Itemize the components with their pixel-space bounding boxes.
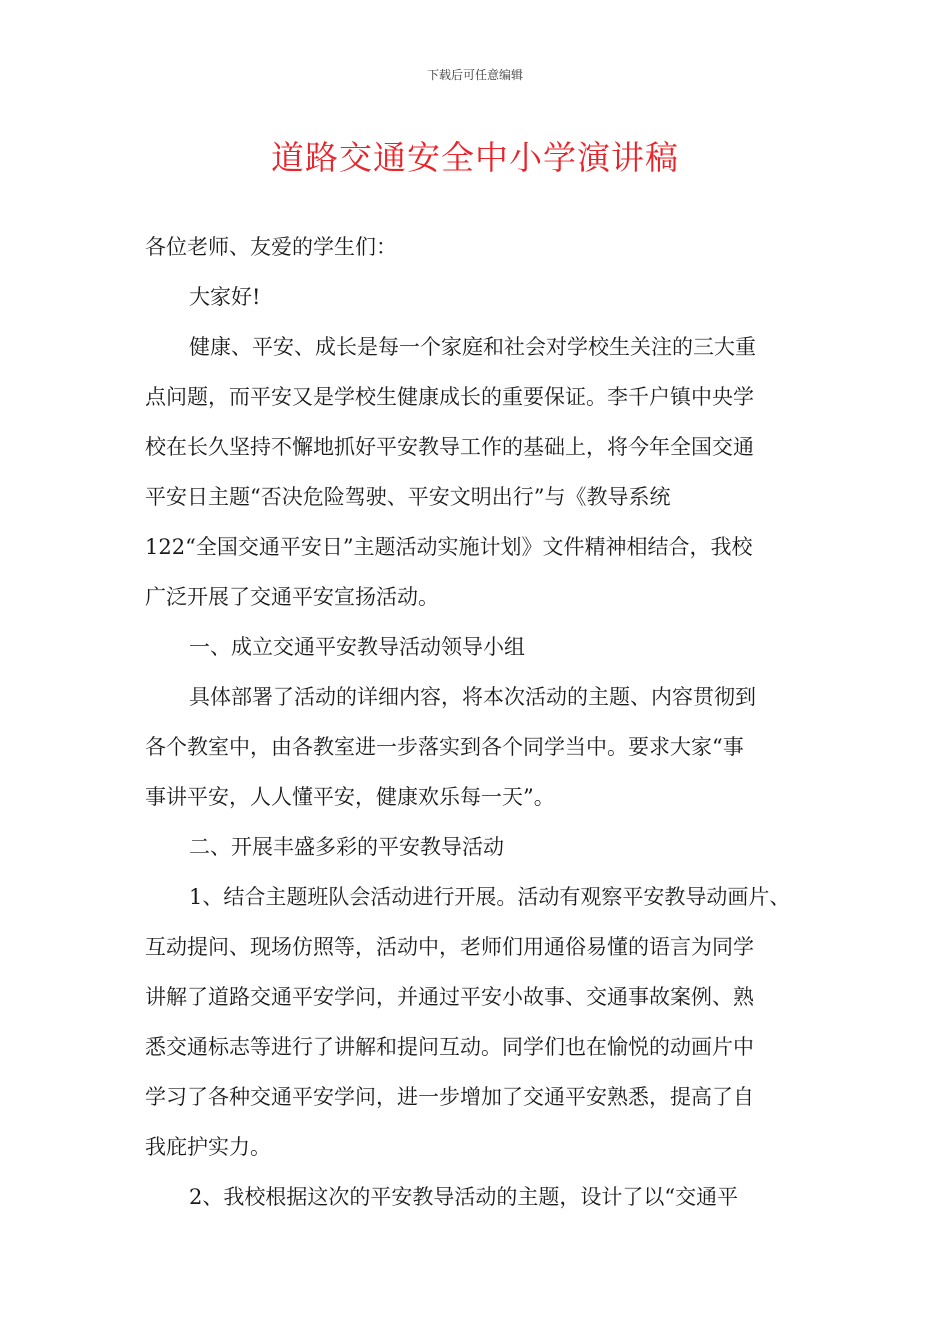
text-line: 122“全国交通平安日”主题活动实施计划》文件精神相结合，我校 <box>145 535 753 559</box>
text-line: 校在长久坚持不懈地抓好平安教导工作的基础上，将今年全国交通 <box>145 435 754 459</box>
text-line: 事讲平安，人人懂平安，健康欢乐每一天”。 <box>145 785 555 809</box>
text-line: 学习了各种交通平安学问，进一步增加了交通平安熟悉，提高了自 <box>145 1085 754 1109</box>
text-line: 1、结合主题班队会活动进行开展。活动有观察平安教导动画片、 <box>189 885 791 909</box>
text-line: 平安日主题“否决危险驾驶、平安文明出行”与《教导系统 <box>145 485 671 509</box>
text-line: 大家好! <box>189 285 261 309</box>
page-header-note: 下载后可任意编辑 <box>426 68 523 82</box>
text-line: 点问题，而平安又是学校生健康成长的重要保证。李千户镇中央学 <box>145 385 754 409</box>
text-line: 具体部署了活动的详细内容，将本次活动的主题、内容贯彻到 <box>189 685 756 709</box>
text-line: 我庇护实力。 <box>145 1135 271 1159</box>
text-line: 互动提问、现场仿照等，活动中，老师们用通俗易懂的语言为同学 <box>145 935 754 959</box>
document-body <box>145 222 825 1222</box>
text-line: 各位老师、友爱的学生们： <box>145 235 397 259</box>
text-line: 二、开展丰盛多彩的平安教导活动 <box>189 835 504 859</box>
document-title: 道路交通安全中小学演讲稿 <box>271 138 679 177</box>
text-line: 广泛开展了交通平安宣扬活动。 <box>145 585 439 609</box>
text-line: 各个教室中，由各教室进一步落实到各个同学当中。要求大家“事 <box>145 735 744 759</box>
text-line: 讲解了道路交通平安学问，并通过平安小故事、交通事故案例、熟 <box>145 985 754 1009</box>
text-line: 健康、平安、成长是每一个家庭和社会对学校生关注的三大重 <box>189 335 756 359</box>
text-line: 一、成立交通平安教导活动领导小组 <box>189 635 525 659</box>
text-line: 2、我校根据这次的平安教导活动的主题，设计了以“交通平 <box>189 1185 739 1209</box>
text-line: 悉交通标志等进行了讲解和提问互动。同学们也在愉悦的动画片中 <box>145 1035 754 1059</box>
